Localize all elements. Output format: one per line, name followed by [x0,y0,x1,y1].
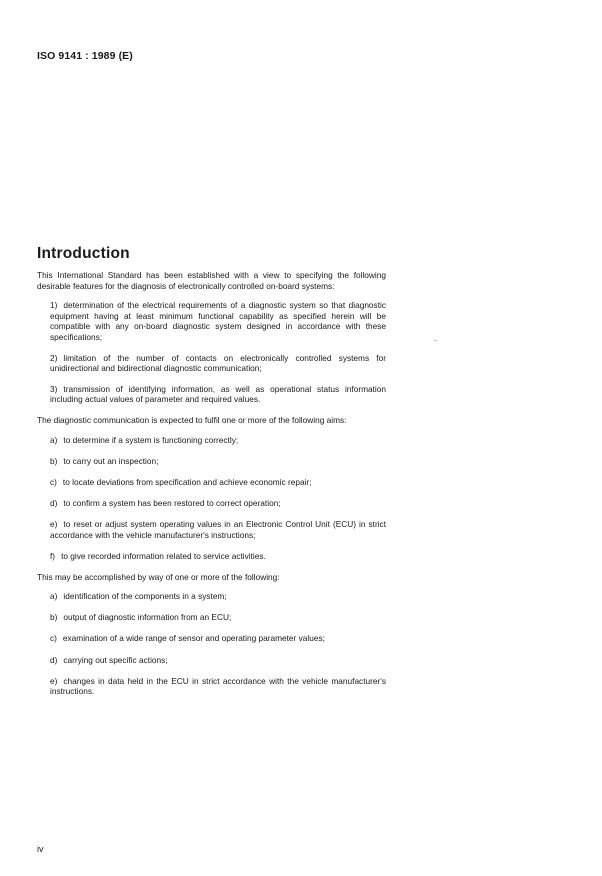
list-item-label: 2) [50,352,58,363]
list-item-text: to give recorded information related to service activities. [61,550,266,561]
list-item-text: to determine if a system is functioning correctly; [63,434,239,445]
list-item-text: carrying out specific actions; [63,654,168,665]
list-item-text: transmission of identifying information, as well as operational status information including actual values of parameter and required values. [50,383,386,405]
section-title: Introduction [37,245,130,262]
list-item-text: identification of the components in a system; [63,591,227,602]
features-list [37,300,386,405]
list-item-label: e) [50,518,58,529]
list-item-text: to locate deviations from specification and achieve economic repair; [62,476,312,487]
list-item-text: changes in data held in the ECU in strict accordance with the vehicle manufacturer's instructions. [50,675,386,697]
list-item [50,477,386,488]
document-header: ISO 9141 : 1989 (E) [37,50,133,62]
document-body [37,270,386,707]
methods-list [37,591,386,697]
intro-paragraph: This International Standard has been established with a view to specifying the following desirable features for the diagnosis of electronically controlled on-board systems: [37,270,386,291]
list-item-label: c) [50,476,57,487]
list-item-label: a) [50,591,58,602]
list-item-text: to confirm a system has been restored to correct operation; [63,497,281,508]
list-item-text: output of diagnostic information from an ECU; [63,612,232,623]
list-item-label: 1) [50,300,58,311]
list-item-text: to carry out an inspection; [63,455,159,466]
list-item [50,655,386,666]
list-item-label: b) [50,455,58,466]
list-item-label: a) [50,434,58,445]
list-item-text: limitation of the number of contacts on electronically controlled systems for unidirectional and bidirectional diagnostic communication; [50,352,386,374]
list-item [50,353,386,374]
list-item [50,384,386,405]
list-item [50,498,386,509]
list-item-label: e) [50,675,58,686]
list-item-label: b) [50,612,58,623]
list-item [50,435,386,446]
list-item [50,676,386,697]
aims-list [37,435,386,562]
list-item-label: d) [50,497,58,508]
list-item-text: to reset or adjust system operating values in an Electronic Control Unit (ECU) in strict accordance with the vehicle manufacturer's instructions; [50,518,386,540]
list-item-label: 3) [50,383,58,394]
list-item [50,551,386,562]
list-item [50,591,386,602]
list-item-text: examination of a wide range of sensor and operating parameter values; [62,633,325,644]
list-item [50,633,386,644]
list-item [50,456,386,467]
list-item-text: determination of the electrical requirements of a diagnostic system so that diagnostic equipment having at least minimum functional capability as specified herein will be compatible with any on-board diagnostic system designed in accordance with these specifications; [50,300,386,342]
list-item [50,300,386,342]
aims-intro: The diagnostic communication is expected to fulfil one or more of the following aims: [37,414,347,425]
page-number: iv [37,844,44,854]
list-item-label: f) [50,550,56,561]
list-item [50,519,386,540]
scan-speck [434,340,437,341]
list-item-label: d) [50,654,58,665]
list-item-label: c) [50,633,57,644]
list-item [50,612,386,623]
methods-intro: This may be accomplished by way of one or more of the following: [37,571,280,582]
